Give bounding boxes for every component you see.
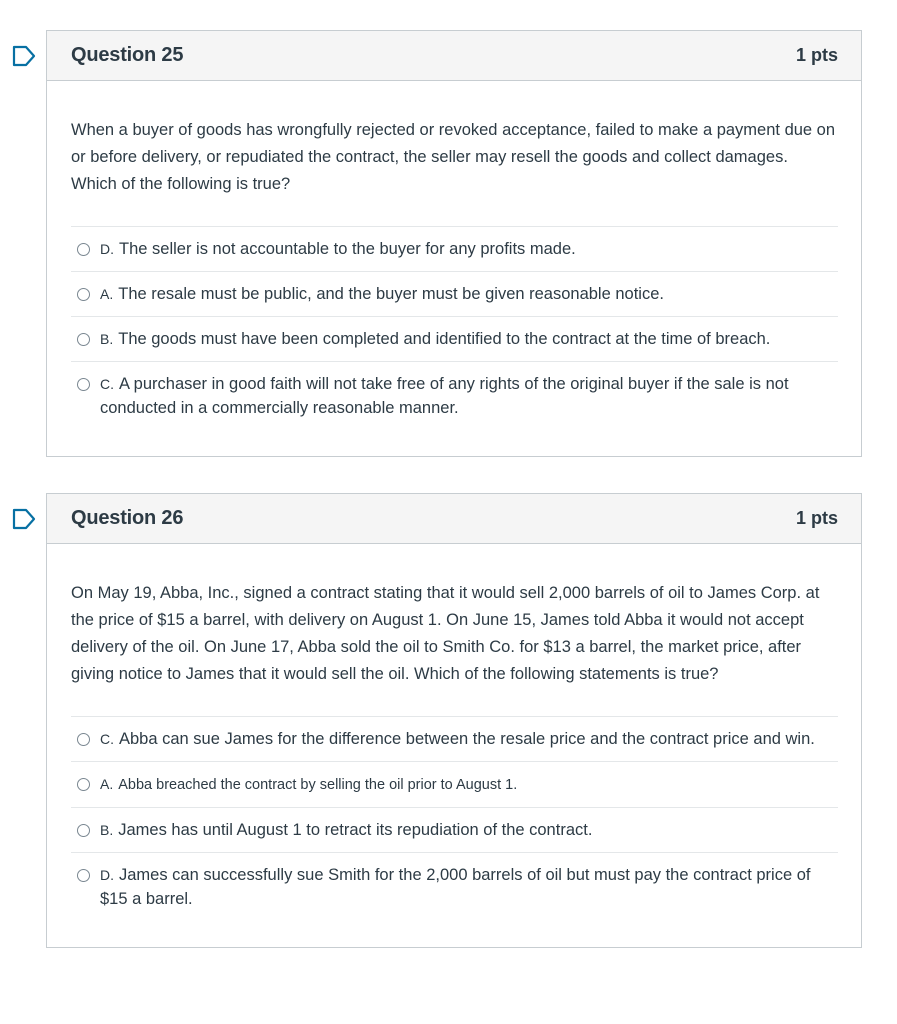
radio-icon[interactable]: [77, 869, 90, 882]
radio-icon[interactable]: [77, 824, 90, 837]
answer-label: [100, 327, 770, 351]
answer-option-c[interactable]: [71, 362, 838, 430]
answer-text: Abba breached the contract by selling the oil prior to August 1.: [118, 777, 518, 793]
question-title: Question 26: [71, 507, 184, 529]
answer-text: Abba can sue James for the difference between the resale price and the contract price and win.: [119, 730, 815, 748]
answer-option-c[interactable]: [71, 717, 838, 762]
answer-text: James can successfully sue Smith for the 2,000 barrels of oil but must pay the contract price of $15 a barrel.: [100, 866, 811, 908]
question-title: Question 25: [71, 44, 184, 66]
question-points: 1 pts: [795, 508, 838, 528]
answer-letter: D.: [100, 867, 114, 883]
answer-option-b[interactable]: [71, 317, 838, 362]
question-points: 1 pts: [795, 45, 838, 65]
answer-option-d[interactable]: [71, 853, 838, 921]
answer-label: [100, 818, 592, 842]
answer-text: The goods must have been completed and identified to the contract at the time of breach.: [118, 330, 771, 348]
question-header: [47, 31, 861, 81]
answer-label: [100, 237, 576, 261]
answer-letter: C.: [100, 731, 114, 747]
radio-icon[interactable]: [77, 333, 90, 346]
answer-letter: A.: [100, 286, 114, 302]
question-card: [46, 30, 862, 457]
radio-icon[interactable]: [77, 778, 90, 791]
answer-letter: B.: [100, 331, 114, 347]
answer-option-d[interactable]: [71, 227, 838, 272]
answer-option-b[interactable]: [71, 808, 838, 853]
radio-icon[interactable]: [77, 288, 90, 301]
answer-letter: D.: [100, 241, 114, 257]
question-header: [47, 494, 861, 544]
flag-question-icon[interactable]: [12, 506, 38, 532]
answer-label: [100, 372, 838, 420]
answer-label: [100, 772, 517, 797]
flag-question-icon[interactable]: [12, 43, 38, 69]
answer-text: The resale must be public, and the buyer must be given reasonable notice.: [118, 285, 664, 303]
answer-text: The seller is not accountable to the buyer for any profits made.: [119, 240, 576, 258]
question-body: [47, 544, 861, 947]
answer-list: [71, 226, 838, 430]
answer-text: A purchaser in good faith will not take free of any rights of the original buyer if the sale is not conducted in a commercially reasonable manner.: [100, 375, 789, 417]
answer-label: [100, 282, 664, 306]
radio-icon[interactable]: [77, 243, 90, 256]
answer-letter: C.: [100, 376, 114, 392]
radio-icon[interactable]: [77, 378, 90, 391]
question-text: When a buyer of goods has wrongfully rejected or revoked acceptance, failed to make a payment due on or before delivery, or repudiated the contract, the seller may resell the goods and collect damages. Which of the following is true?: [71, 121, 836, 193]
answer-label: [100, 727, 815, 751]
radio-icon[interactable]: [77, 733, 90, 746]
answer-label: [100, 863, 838, 911]
answer-letter: A.: [100, 776, 114, 792]
question-body: [47, 81, 861, 456]
answer-text: James has until August 1 to retract its repudiation of the contract.: [118, 821, 593, 839]
answer-option-a[interactable]: [71, 272, 838, 317]
question-card: [46, 493, 862, 948]
answer-option-a[interactable]: [71, 762, 838, 808]
answer-list: [71, 716, 838, 921]
answer-letter: B.: [100, 822, 114, 838]
question-text: On May 19, Abba, Inc., signed a contract stating that it would sell 2,000 barrels of oil to James Corp. at the price of $15 a barrel, with delivery on August 1. On June 15, James told Abba it would not accept delivery of the oil. On June 17, Abba sold the oil to Smith Co. for $13 a barrel, the market price, after giving notice to James that it would sell the oil. Which of the following statements is true?: [71, 584, 820, 683]
